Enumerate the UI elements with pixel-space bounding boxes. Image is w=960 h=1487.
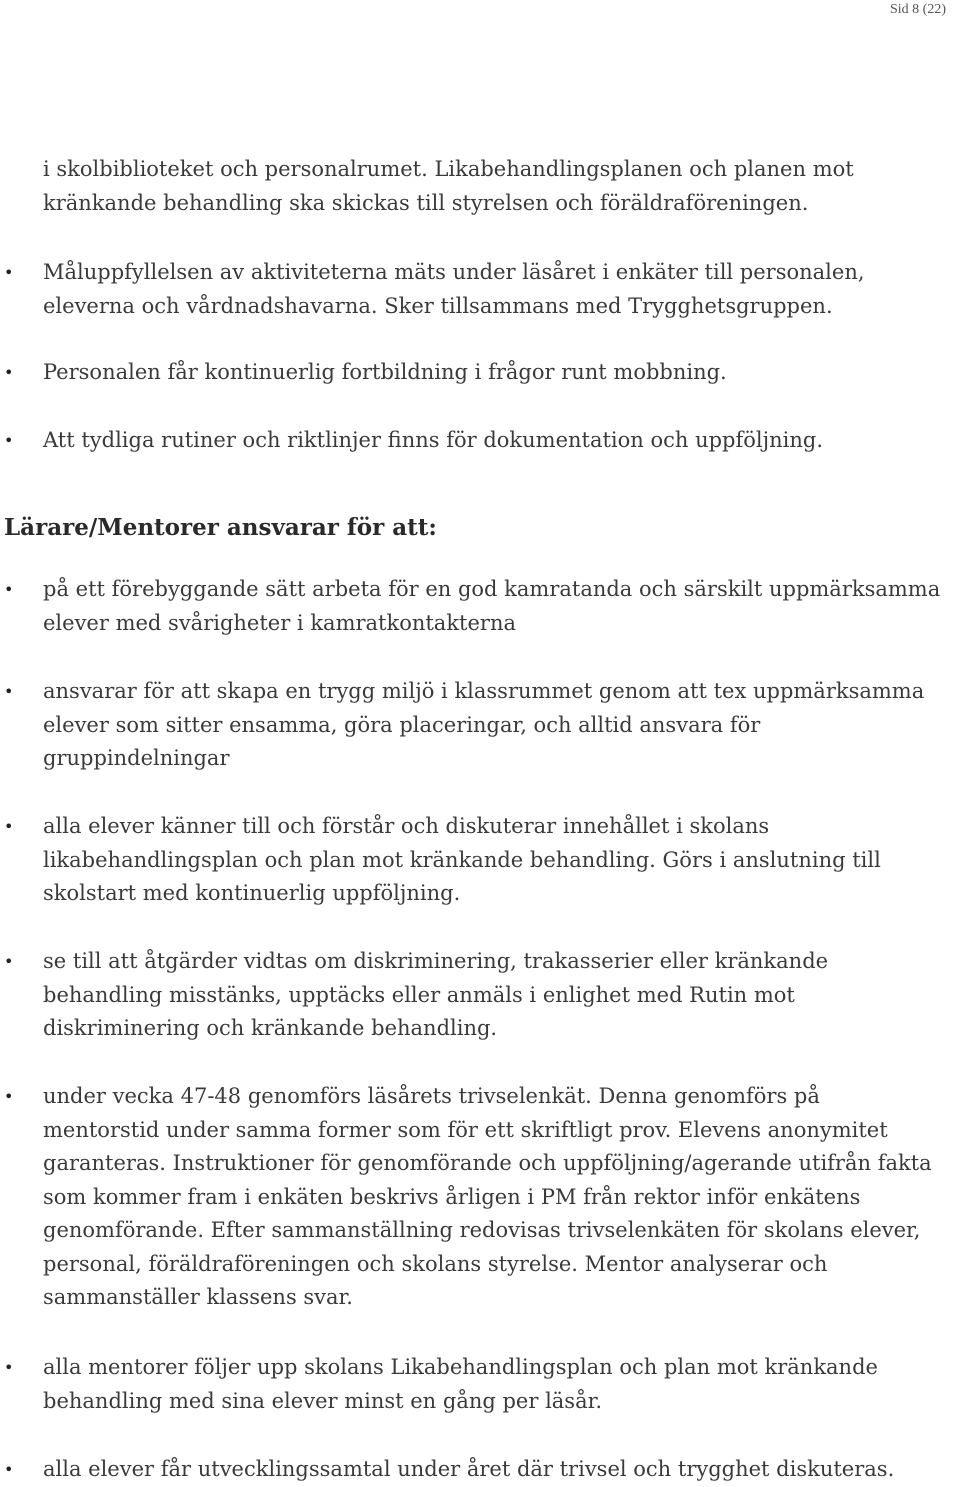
intro-paragraph: i skolbiblioteket och personalrumet. Likabehandlingsplanen och planen mot kränkande behandling ska skickas till styrelsen och föräldraföreningen.: [43, 157, 854, 215]
bullet-glyph: •: [4, 682, 14, 701]
list-item: se till att åtgärder vidtas om diskriminering, trakasserier eller kränkande behandling misstänks, upptäcks eller anmäls i enlighet med Rutin mot diskriminering och kränkande behandling.: [43, 949, 829, 1040]
list-item: ansvarar för att skapa en trygg miljö i klassrummet genom att tex uppmärksamma elever som sitter ensamma, göra placeringar, och alltid ansvara för gruppindelningar: [43, 679, 925, 770]
bullet-glyph: •: [4, 817, 14, 836]
list-item: alla elever känner till och förstår och diskuterar innehållet i skolans likabehandlingsplan och plan mot kränkande behandling. Görs i anslutning till skolstart med kontinuerlig uppföljning.: [43, 814, 881, 905]
bullet-glyph: •: [4, 1358, 14, 1377]
bullet-glyph: •: [4, 952, 14, 971]
bullet-glyph: •: [4, 580, 14, 599]
list-item: under vecka 47-48 genomförs läsårets trivselenkät. Denna genomförs på mentorstid under samma former som för ett skriftligt prov. Elevens anonymitet garanteras. Instruktioner för genomförande och uppföljning/agerande utifrån fakta som kommer fram i enkäten beskrivs årligen i PM från rektor inför enkätens genomförande. Efter sammanställning redovisas trivselenkäten för skolans elever, personal, föräldraföreningen och skolans styrelse. Mentor analyserar och sammanställer klassens svar.: [43, 1084, 932, 1309]
bullet-glyph: •: [4, 1460, 14, 1479]
bullet-glyph: •: [4, 1087, 14, 1106]
list-item: på ett förebyggande sätt arbeta för en god kamratanda och särskilt uppmärksamma elever med svårigheter i kamratkontakterna: [43, 577, 941, 635]
list-item: Måluppfyllelsen av aktiviteterna mäts under läsåret i enkäter till personalen, eleverna och vårdnadshavarna. Sker tillsammans med Trygghetsgruppen.: [43, 260, 865, 318]
section-heading: Lärare/Mentorer ansvarar för att:: [4, 514, 437, 541]
list-item: alla mentorer följer upp skolans Likabehandlingsplan och plan mot kränkande behandling med sina elever minst en gång per läsår.: [43, 1355, 878, 1413]
bullet-glyph: •: [4, 431, 14, 450]
bullet-glyph: •: [4, 263, 14, 282]
list-item: Att tydliga rutiner och riktlinjer finns för dokumentation och uppföljning.: [43, 428, 824, 452]
list-item: Personalen får kontinuerlig fortbildning i frågor runt mobbning.: [43, 360, 727, 384]
bullet-glyph: •: [4, 363, 14, 382]
page-number: Sid 8 (22): [890, 2, 946, 17]
list-item: alla elever får utvecklingssamtal under året där trivsel och trygghet diskuteras.: [43, 1457, 895, 1481]
